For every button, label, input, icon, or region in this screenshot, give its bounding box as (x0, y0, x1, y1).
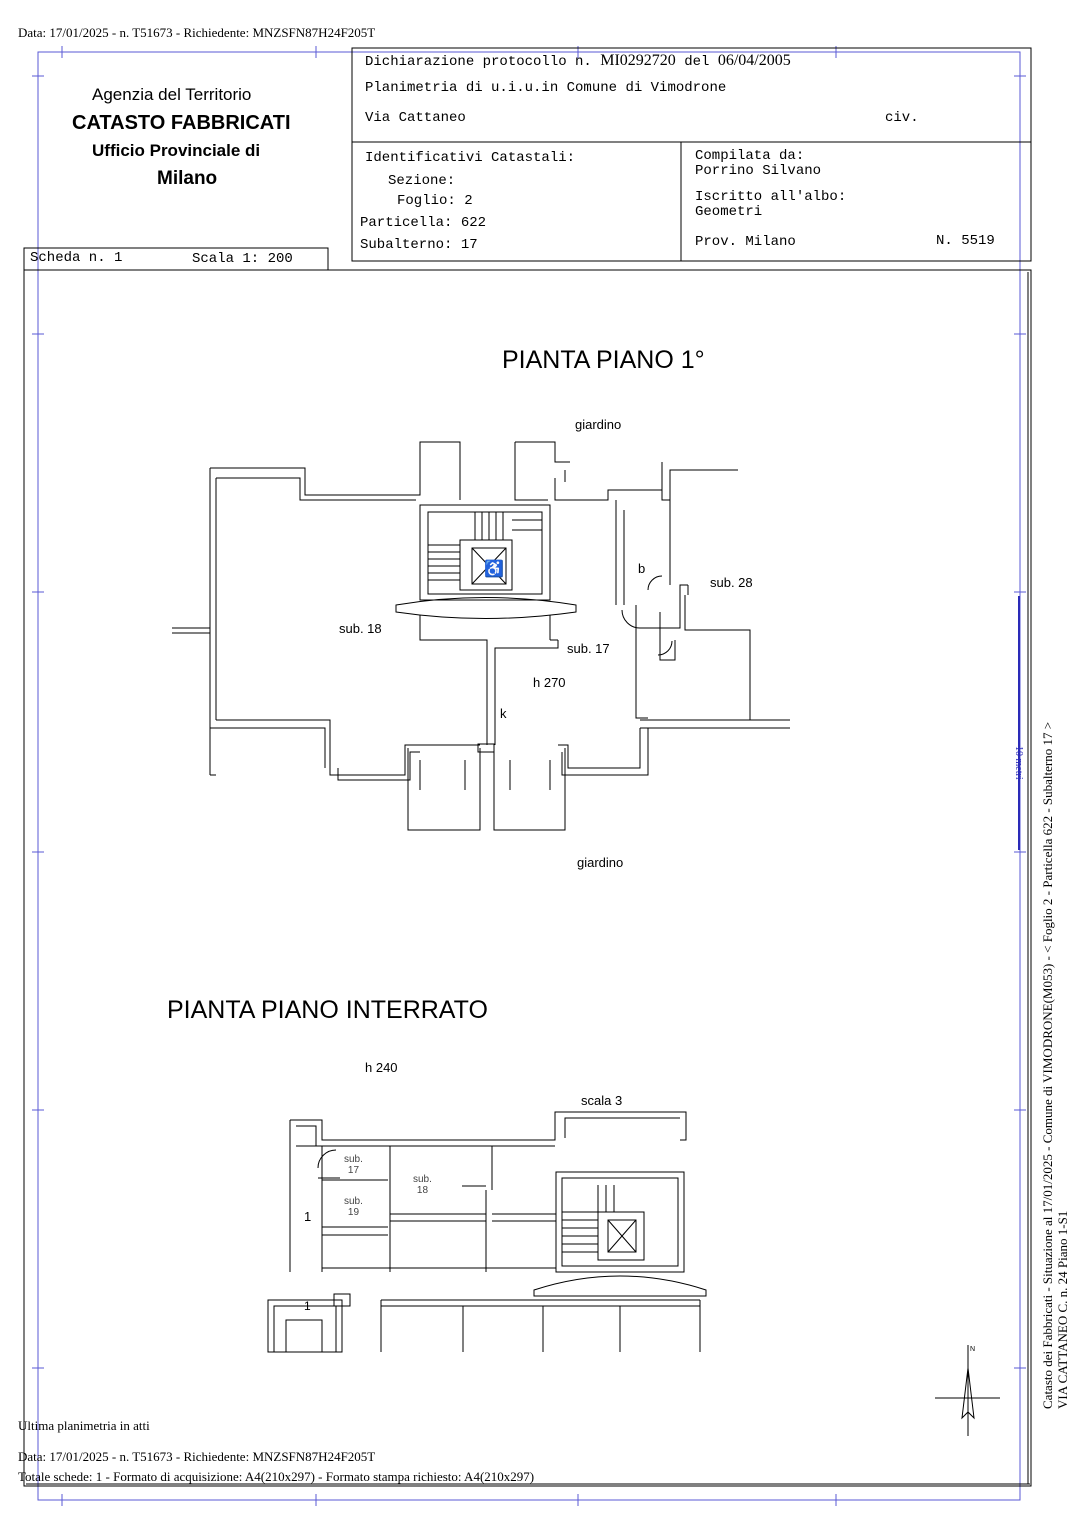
protocol-number: MI0292720 (600, 52, 676, 69)
ultima-planimetria: Ultima planimetria in atti (18, 1418, 150, 1433)
identificativi-label: Identificativi Catastali: (365, 150, 576, 166)
accessibility-icon: ♿ (484, 561, 504, 578)
giardino-top-label: giardino (575, 417, 622, 432)
compilatore-name: Porrino Silvano (695, 163, 822, 179)
scale-label: Scala 1: 200 (192, 251, 293, 267)
ufficio-label: Ufficio Provinciale di (92, 141, 261, 160)
planimetria-line: Planimetria di u.i.u.in Comune di Vimodrone (365, 80, 727, 96)
blue-sheet-frame (32, 46, 1026, 1506)
registration-number: N. 5519 (936, 233, 995, 249)
height-basement: h 240 (365, 1060, 398, 1075)
protocol-date: 06/04/2005 (717, 52, 791, 69)
agency-name: Agenzia del Territorio (92, 85, 252, 104)
side-situation-text: Catasto dei Fabbricati - Situazione al 17/01/2025 - Comune di VIMODRONE(M053) - < Foglio 2 - Particella 622 - Subalterno 17 > (1040, 721, 1055, 1409)
north-arrow-icon (935, 1345, 1000, 1436)
compilata-label: Compilata da: (695, 148, 805, 164)
sub28-label: sub. 28 (710, 575, 753, 590)
dichiarazione-label: Dichiarazione protocollo n. (365, 54, 592, 70)
height-first-floor: h 270 (533, 675, 566, 690)
particella-value: Particella: 622 (360, 215, 487, 231)
top-request-line: Data: 17/01/2025 - n. T51673 - Richiedente: MNZSFN87H24F205T (18, 25, 376, 40)
sezione-value: Sezione: (388, 173, 456, 189)
giardino-bottom-label: giardino (577, 855, 624, 870)
subalterno-value: Subalterno: 17 (360, 237, 478, 253)
address-via: Via Cattaneo (365, 110, 466, 126)
scale-mark-label: 10 metri (1013, 746, 1024, 780)
basement-plan (268, 1112, 706, 1352)
room-b-label: b (638, 561, 646, 576)
sub18-label: sub. 18 (339, 621, 382, 636)
iscritto-label: Iscritto all'albo: (695, 189, 847, 205)
scheda-number: Scheda n. 1 (30, 250, 123, 266)
basement-sub17-label: sub. 17 (344, 1154, 363, 1176)
dichiarazione-line (365, 52, 791, 70)
basement-one-label-2: 1 (304, 1299, 311, 1313)
north-label: N (970, 1346, 976, 1353)
office-city: Milano (157, 168, 218, 189)
basement-one-label: 1 (304, 1209, 312, 1224)
address-civ: civ. (885, 110, 919, 126)
basement-title: PIANTA PIANO INTERRATO (167, 996, 488, 1024)
catasto-title: CATASTO FABBRICATI (72, 112, 291, 134)
first-floor-title: PIANTA PIANO 1° (502, 346, 705, 374)
sub17-label: sub. 17 (567, 641, 610, 656)
side-address-text: VIA CATTANEO C. n. 24 Piano 1-S1 (1055, 1210, 1070, 1409)
first-floor-plan (172, 442, 790, 830)
basement-sub19-label: sub. 19 (344, 1196, 363, 1218)
albo-value: Geometri (695, 204, 763, 220)
foglio-value: Foglio: 2 (397, 193, 473, 209)
del-label: del (684, 54, 710, 70)
footer-format-line: Totale schede: 1 - Formato di acquisizione: A4(210x297) - Formato stampa richiesto: A4(210x297) (18, 1469, 535, 1484)
scala3-label: scala 3 (581, 1093, 623, 1108)
province-value: Prov. Milano (695, 234, 796, 250)
header-boxes (24, 48, 1031, 1486)
footer-request-line: Data: 17/01/2025 - n. T51673 - Richiedente: MNZSFN87H24F205T (18, 1449, 376, 1464)
basement-sub18-label: sub. 18 (413, 1174, 432, 1196)
room-k-label: k (500, 706, 507, 721)
